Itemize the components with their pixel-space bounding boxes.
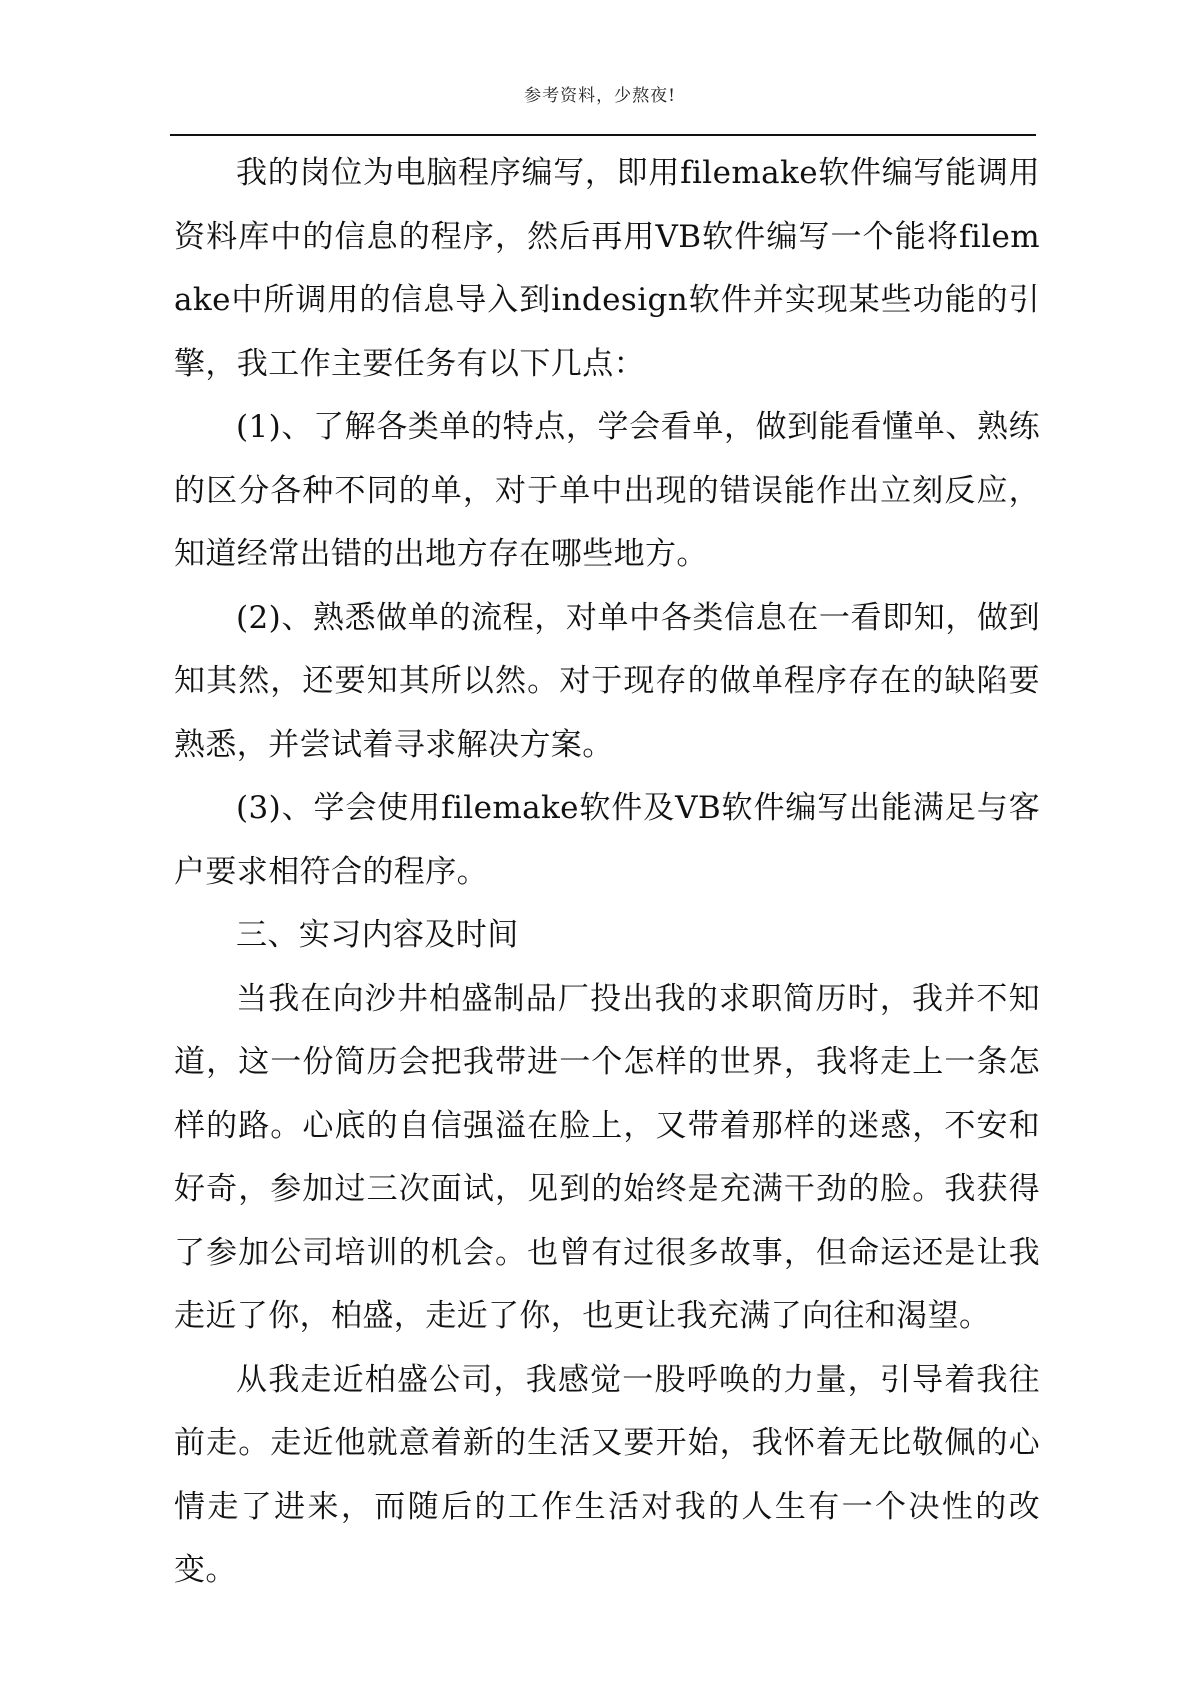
paragraph-job-duties: 我的岗位为电脑程序编写，即用filemake软件编写能调用资料库中的信息的程序，然后再用VB软件编写一个能将filemake中所调用的信息导入到indesign软件并实现某些功能的引擎，我工作主要任务有以下几点：	[174, 155, 1040, 382]
header-divider	[170, 134, 1036, 136]
section-heading: 三、实习内容及时间	[236, 917, 519, 953]
document-body	[174, 142, 1040, 1603]
paragraph-task-2: (2)、熟悉做单的流程，对单中各类信息在一看即知，做到知其然，还要知其所以然。对于现存的做单程序存在的缺陷要熟悉，并尝试着寻求解决方案。	[174, 599, 1040, 763]
paragraph-joining: 从我走近柏盛公司，我感觉一股呼唤的力量，引导着我往前走。走近他就意着新的生活又要开始，我怀着无比敬佩的心情走了进来，而随后的工作生活对我的人生有一个决性的改变。	[174, 1361, 1040, 1588]
paragraph-task-1: (1)、了解各类单的特点，学会看单，做到能看懂单、熟练的区分各种不同的单，对于单中出现的错误能作出立刻反应，知道经常出错的出地方存在哪些地方。	[174, 409, 1040, 572]
paragraph-application: 当我在向沙井柏盛制品厂投出我的求职简历时，我并不知道，这一份简历会把我带进一个怎样的世界，我将走上一条怎样的路。心底的自信强溢在脸上，又带着那样的迷惑，不安和好奇，参加过三次面试，见到的始终是充满干劲的脸。我获得了参加公司培训的机会。也曾有过很多故事，但命运还是让我走近了你，柏盛，走近了你，也更让我充满了向往和渴望。	[174, 980, 1040, 1334]
page-header: 参考资料，少熬夜!	[524, 86, 676, 106]
paragraph-task-3: (3)、学会使用filemake软件及VB软件编写出能满足与客户要求相符合的程序。	[174, 790, 1040, 890]
